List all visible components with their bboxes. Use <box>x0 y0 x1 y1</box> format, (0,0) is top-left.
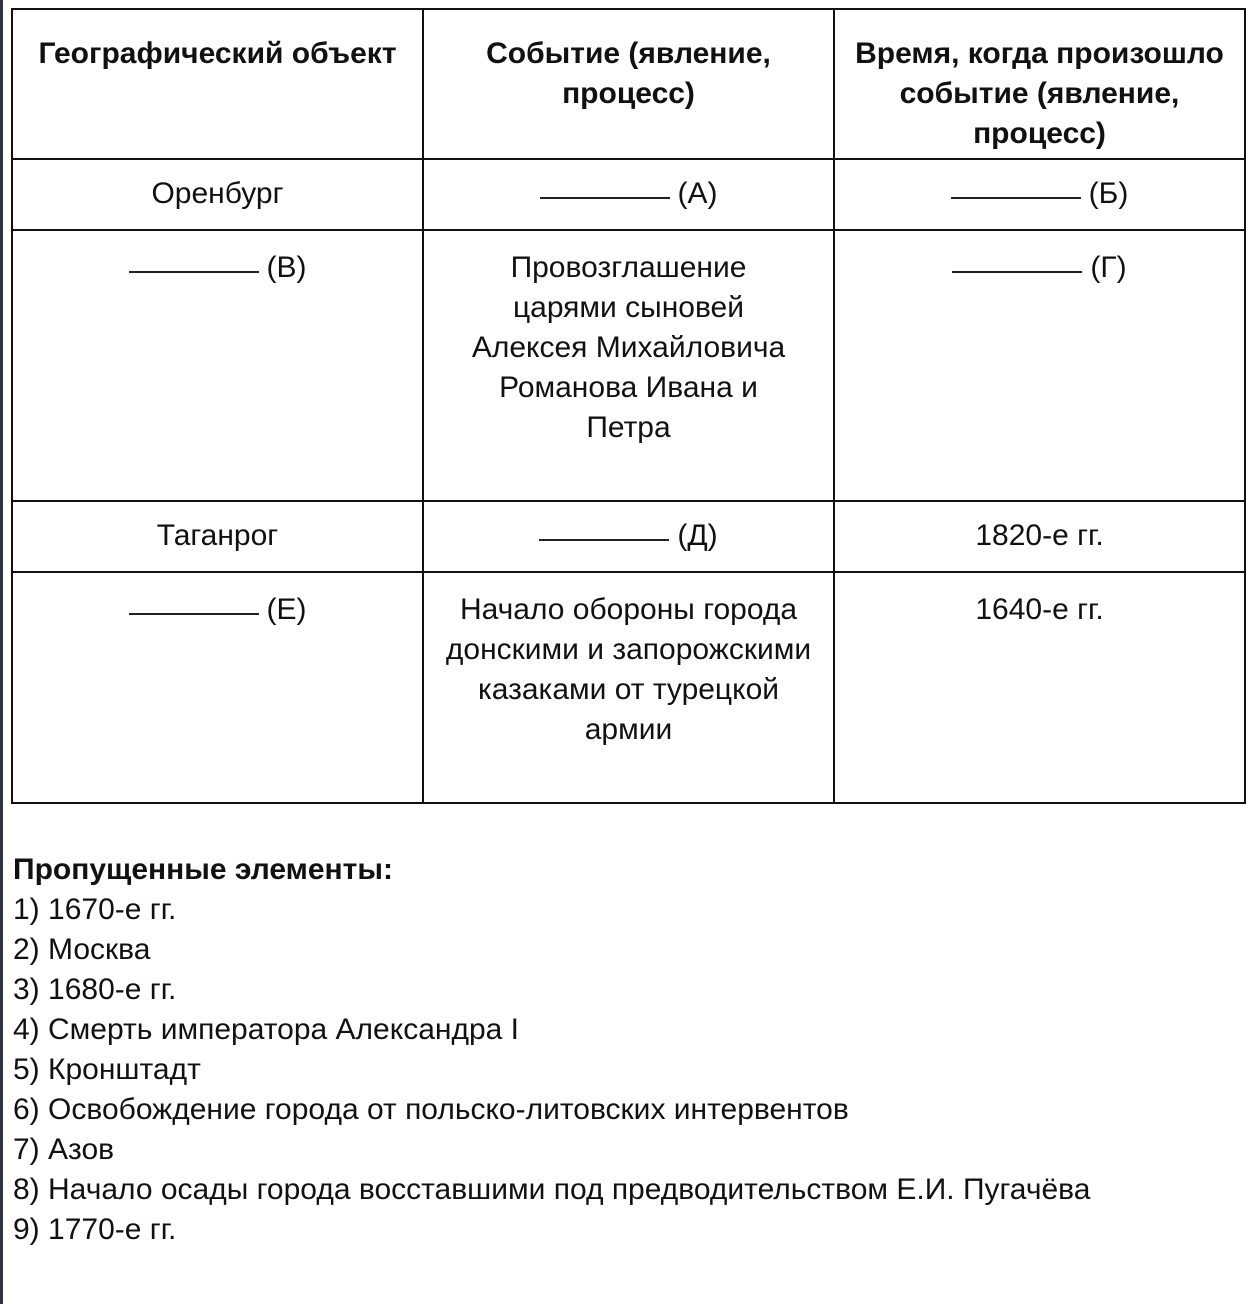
option-item: 3) 1680-е гг. <box>13 973 177 1006</box>
option-item: 8) Начало осады города восставшими под предводительством Е.И. Пугачёва <box>13 1173 1091 1206</box>
header-time: Время, когда произошло событие (явление, процесс) <box>834 9 1245 159</box>
missing-elements-heading: Пропущенные элементы: <box>13 853 393 886</box>
blank-label: (Г) <box>1090 251 1127 284</box>
option-item: 5) Кронштадт <box>13 1053 201 1086</box>
blank-label: (Д) <box>677 519 718 552</box>
blank-line <box>540 196 670 199</box>
header-geo-object: Географический объект <box>12 9 423 159</box>
cell-event <box>423 230 834 501</box>
task-table <box>11 8 1246 804</box>
blank-label: (Б) <box>1088 177 1129 210</box>
option-item: 1) 1670-е гг. <box>13 893 177 926</box>
cell-text: Провозглашение царями сыновей Алексея Михайловича Романова Ивана и Петра <box>471 251 786 444</box>
table-row <box>12 572 1245 803</box>
blank-line <box>129 612 259 615</box>
cell-object <box>12 501 423 572</box>
table-row <box>12 159 1245 230</box>
cell-time <box>834 230 1245 501</box>
option-item: 6) Освобождение города от польско-литовских интервентов <box>13 1093 849 1126</box>
blank-label: (В) <box>266 251 307 284</box>
cell-object <box>12 230 423 501</box>
option-item: 2) Москва <box>13 933 151 966</box>
option-item: 9) 1770-е гг. <box>13 1213 177 1246</box>
table-header-row <box>12 9 1245 159</box>
table-row <box>12 230 1245 501</box>
blank-line <box>952 270 1082 273</box>
cell-event <box>423 501 834 572</box>
missing-elements-list <box>13 850 1243 1250</box>
cell-object <box>12 159 423 230</box>
window-edge <box>0 0 3 1304</box>
cell-time <box>834 501 1245 572</box>
cell-text: Оренбург <box>151 177 284 210</box>
blank-line <box>539 538 669 541</box>
option-item: 7) Азов <box>13 1133 115 1166</box>
table-row <box>12 501 1245 572</box>
blank-label: (Е) <box>266 593 307 626</box>
cell-text: 1820-е гг. <box>975 519 1104 552</box>
blank-line <box>951 196 1081 199</box>
cell-object <box>12 572 423 803</box>
blank-label: (А) <box>677 177 718 210</box>
cell-text: Начало обороны города донскими и запорожскими казаками от турецкой армии <box>445 593 812 746</box>
header-event: Событие (явление, процесс) <box>423 9 834 159</box>
option-item: 4) Смерть императора Александра I <box>13 1013 519 1046</box>
cell-text: 1640-е гг. <box>975 593 1104 626</box>
cell-event <box>423 159 834 230</box>
cell-text: Таганрог <box>156 519 279 552</box>
cell-time <box>834 159 1245 230</box>
cell-time <box>834 572 1245 803</box>
cell-event <box>423 572 834 803</box>
blank-line <box>129 270 259 273</box>
